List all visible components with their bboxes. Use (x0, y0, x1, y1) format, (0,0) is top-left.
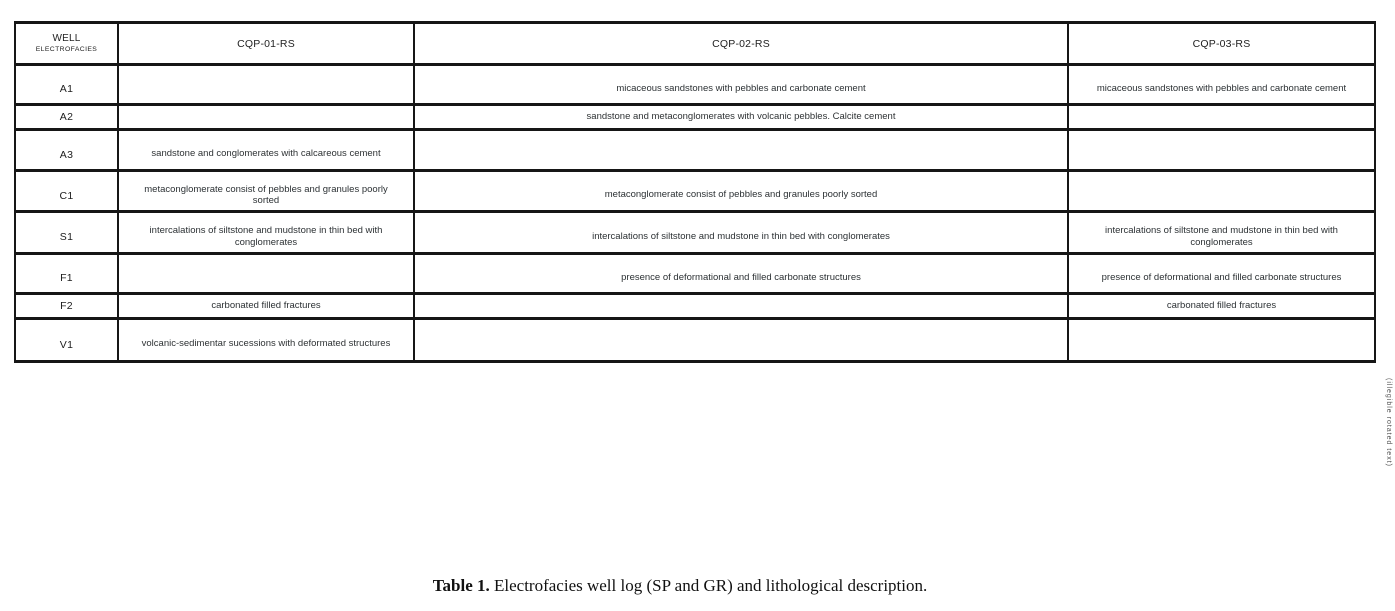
electrofacies-code-cell: S1 (15, 212, 118, 254)
table-caption-label: Table 1. (432, 576, 490, 595)
table-row-a3 (15, 130, 1375, 171)
table-caption (0, 576, 1360, 596)
electrofacies-table (14, 21, 1376, 363)
description-cell (1068, 130, 1375, 171)
header-col-cqp-03-rs: CQP-03-RS (1068, 23, 1375, 65)
electrofacies-code-cell: F2 (15, 294, 118, 319)
description-cell: intercalations of siltstone and mudstone in thin bed with conglomerates (414, 212, 1068, 254)
electrofacies-code-cell: A3 (15, 130, 118, 171)
electrofacies-code-cell: A2 (15, 105, 118, 130)
table-row-c1 (15, 171, 1375, 212)
table-caption-text: Electrofacies well log (SP and GR) and lithological description. (489, 576, 928, 595)
description-cell: metaconglomerate consist of pebbles and granules poorly sorted (414, 171, 1068, 212)
table-row-s1 (15, 212, 1375, 254)
description-cell (1068, 319, 1375, 362)
table-row-a1 (15, 65, 1375, 105)
description-cell: micaceous sandstones with pebbles and carbonate cement (1068, 65, 1375, 105)
description-cell (1068, 105, 1375, 130)
header-electrofacies-label: ELECTROFACIES (35, 46, 98, 53)
table-row-f1 (15, 254, 1375, 294)
table-row-v1 (15, 319, 1375, 362)
page-margin-rotated-text: (illegible rotated text) (1385, 378, 1392, 467)
description-cell: carbonated filled fractures (118, 294, 414, 319)
description-cell: intercalations of siltstone and mudstone in thin bed with conglomerates (118, 212, 414, 254)
header-col-cqp-02-rs: CQP-02-RS (414, 23, 1068, 65)
description-cell (414, 130, 1068, 171)
description-cell: intercalations of siltstone and mudstone in thin bed with conglomerates (1068, 212, 1375, 254)
description-cell (118, 254, 414, 294)
description-cell: micaceous sandstones with pebbles and carbonate cement (414, 65, 1068, 105)
description-cell: volcanic-sedimentar sucessions with deformated structures (118, 319, 414, 362)
description-cell (414, 294, 1068, 319)
description-cell: metaconglomerate consist of pebbles and granules poorly sorted (118, 171, 414, 212)
header-col-cqp-01-rs: CQP-01-RS (118, 23, 414, 65)
table-row-a2 (15, 105, 1375, 130)
electrofacies-code-cell: V1 (15, 319, 118, 362)
electrofacies-code-cell: F1 (15, 254, 118, 294)
description-cell (1068, 171, 1375, 212)
description-cell (118, 105, 414, 130)
description-cell: sandstone and conglomerates with calcareous cement (118, 130, 414, 171)
description-cell: carbonated filled fractures (1068, 294, 1375, 319)
table-header-row (15, 23, 1375, 65)
header-well-label: WELL (52, 33, 81, 44)
description-cell: presence of deformational and filled carbonate structures (414, 254, 1068, 294)
table-row-f2 (15, 294, 1375, 319)
electrofacies-code-cell: C1 (15, 171, 118, 212)
header-well-electrofacies (15, 23, 118, 65)
description-cell (414, 319, 1068, 362)
description-cell: sandstone and metaconglomerates with volcanic pebbles. Calcite cement (414, 105, 1068, 130)
description-cell: presence of deformational and filled carbonate structures (1068, 254, 1375, 294)
electrofacies-code-cell: A1 (15, 65, 118, 105)
description-cell (118, 65, 414, 105)
